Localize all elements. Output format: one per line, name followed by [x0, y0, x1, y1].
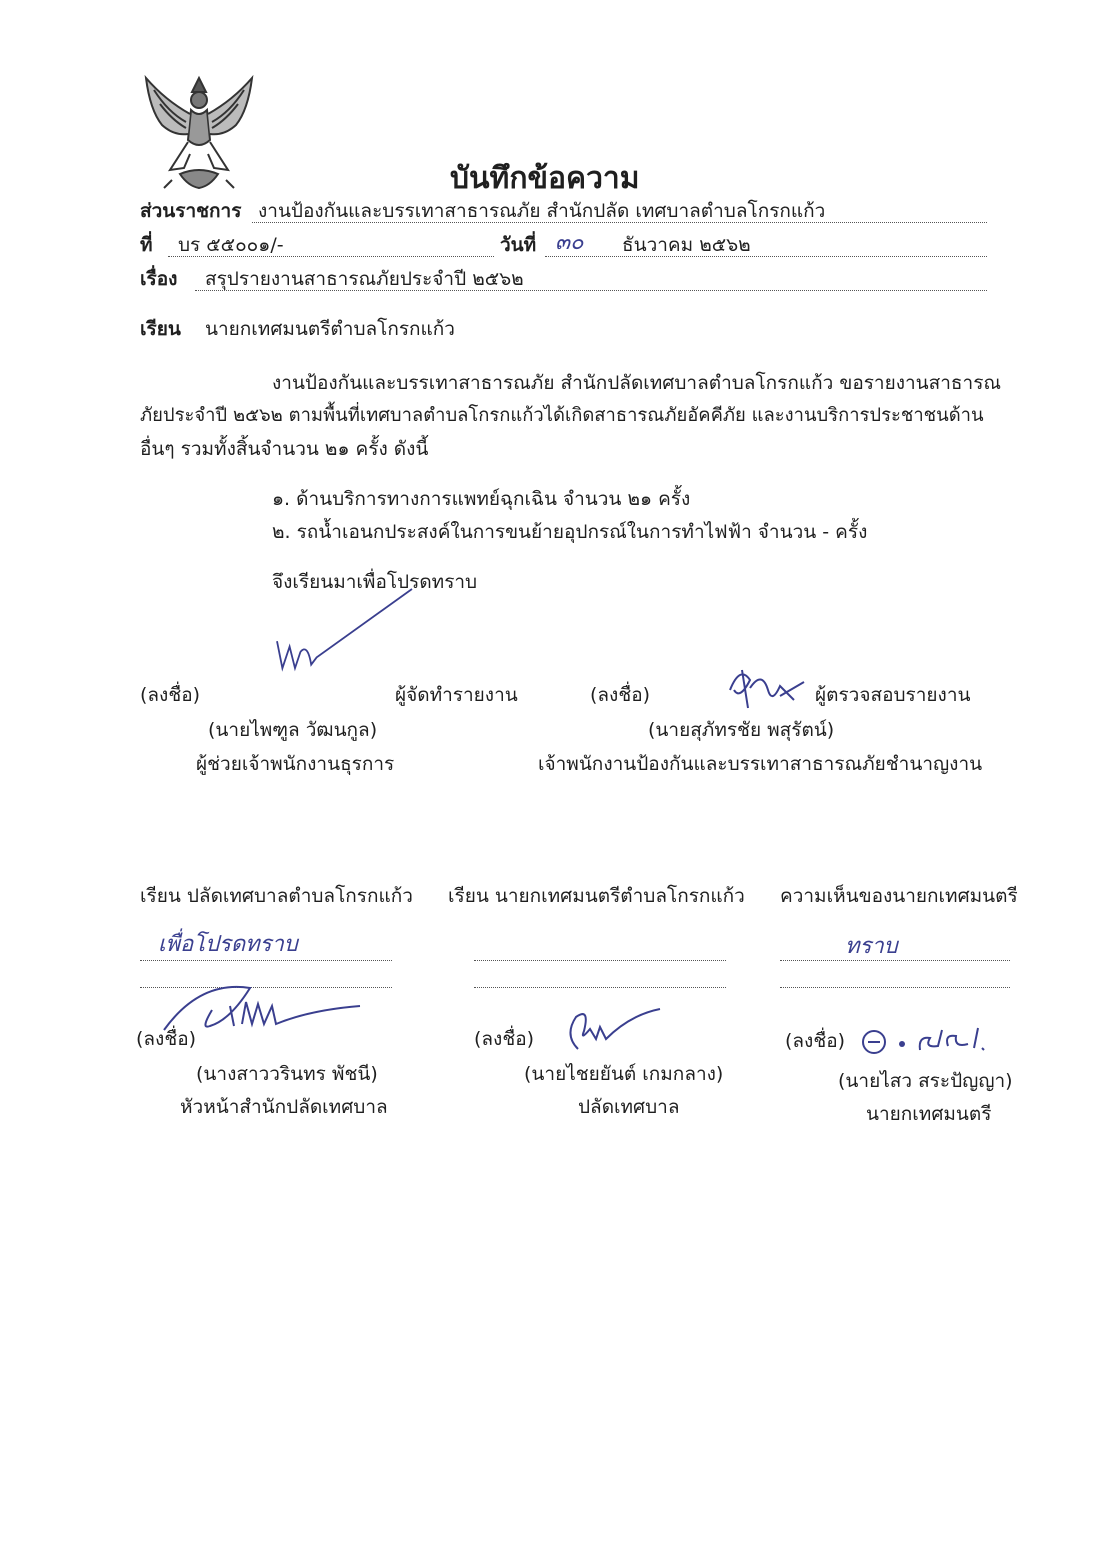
approval-1-position: หัวหน้าสำนักปลัดเทศบาล — [180, 1096, 388, 1118]
preparer-signature — [250, 600, 370, 680]
approval-1-note: เพื่อโปรดทราบ — [158, 932, 298, 957]
body-line-3: อื่นๆ รวมทั้งสิ้นจำนวน ๒๑ ครั้ง ดังนี้ — [140, 438, 429, 460]
approval-3-name: (นายไสว สระปัญญา) — [838, 1070, 1013, 1092]
to-value: นายกเทศมนตรีตำบลโกรกแก้ว — [205, 318, 455, 340]
memo-title: บันทึกข้อความ — [450, 161, 640, 196]
body-line-2: ภัยประจำปี ๒๕๖๒ ตามพื้นที่เทศบาลตำบลโกรกแก้วได้เกิดสาธารณภัยอัคคีภัย และงานบริการประชาชนด้าน — [140, 405, 984, 426]
approval-2-dotted-line-1 — [474, 960, 726, 961]
approval-3-dotted-line-1 — [780, 960, 1010, 961]
preparer-sign-label: (ลงชื่อ) — [140, 684, 201, 706]
item-2: ๒. รถน้ำเอนกประสงค์ในการขนย้ายอุปกรณ์ในการทำไฟฟ้า จำนวน - ครั้ง — [272, 521, 868, 543]
approval-2-signature — [560, 1005, 670, 1055]
approval-1-sign-label: (ลงชื่อ) — [136, 1028, 197, 1050]
garuda-emblem — [140, 70, 258, 192]
approval-2-name: (นายไชยยันต์ เกมกลาง) — [524, 1063, 724, 1085]
checker-name: (นายสุภัทรชัย พสุรัตน์) — [648, 719, 835, 741]
approval-3-note: ทราบ — [845, 934, 898, 959]
date-rest: ธันวาคม ๒๕๖๒ — [622, 234, 751, 256]
approval-2-position: ปลัดเทศบาล — [578, 1096, 680, 1118]
date-label: วันที่ — [500, 234, 537, 256]
preparer-name: (นายไพฑูล วัฒนกูล) — [208, 719, 378, 741]
approval-3-dotted-line-2 — [780, 987, 1010, 988]
approval-3-signature — [858, 1018, 1018, 1058]
garuda-emblem-icon — [140, 70, 258, 192]
item-1: ๑. ด้านบริการทางการแพทย์ฉุกเฉิน จำนวน ๒๑ ครั้ง — [272, 488, 691, 510]
checker-sign-label: (ลงชื่อ) — [590, 684, 651, 706]
date-dotted-line — [545, 256, 987, 257]
preparer-role: ผู้จัดทำรายงาน — [395, 684, 518, 706]
checker-signature — [720, 660, 810, 720]
approval-3-heading: ความเห็นของนายกเทศมนตรี — [780, 885, 1018, 907]
ref-label: ที่ — [140, 234, 153, 256]
approval-3-sign-label: (ลงชื่อ) — [785, 1030, 846, 1052]
approval-2-sign-label: (ลงชื่อ) — [474, 1028, 535, 1050]
checker-role: ผู้ตรวจสอบรายงาน — [815, 684, 971, 706]
approval-1-heading: เรียน ปลัดเทศบาลตำบลโกรกแก้ว — [140, 885, 413, 907]
subject-value: สรุปรายงานสาธารณภัยประจำปี ๒๕๖๒ — [205, 268, 524, 290]
subject-label: เรื่อง — [140, 268, 178, 290]
dept-label: ส่วนราชการ — [140, 200, 242, 222]
ref-dotted-line — [168, 256, 494, 257]
approval-2-dotted-line-2 — [474, 987, 726, 988]
approval-3-position: นายกเทศมนตรี — [866, 1103, 992, 1125]
ref-value: บร ๕๕๐๐๑/- — [178, 234, 284, 256]
approval-1-dotted-line-1 — [140, 960, 392, 961]
dept-dotted-line — [252, 222, 987, 223]
approval-1-name: (นางสาววรินทร พัชนี) — [196, 1063, 378, 1085]
closing-text: จึงเรียนมาเพื่อโปรดทราบ — [272, 571, 478, 593]
date-day: ๓๐ — [555, 230, 584, 255]
checker-position: เจ้าพนักงานป้องกันและบรรเทาสาธารณภัยชำนาญงาน — [538, 753, 983, 775]
to-label: เรียน — [140, 318, 181, 340]
dept-value: งานป้องกันและบรรเทาสาธารณภัย สำนักปลัด เทศบาลตำบลโกรกแก้ว — [258, 200, 826, 222]
preparer-position: ผู้ช่วยเจ้าพนักงานธุรการ — [196, 753, 395, 775]
approval-2-heading: เรียน นายกเทศมนตรีตำบลโกรกแก้ว — [448, 885, 745, 907]
body-line-1: งานป้องกันและบรรเทาสาธารณภัย สำนักปลัดเทศบาลตำบลโกรกแก้ว ขอรายงานสาธารณ — [272, 372, 1002, 394]
approval-1-signature — [160, 980, 360, 1040]
subject-dotted-line — [195, 290, 987, 291]
